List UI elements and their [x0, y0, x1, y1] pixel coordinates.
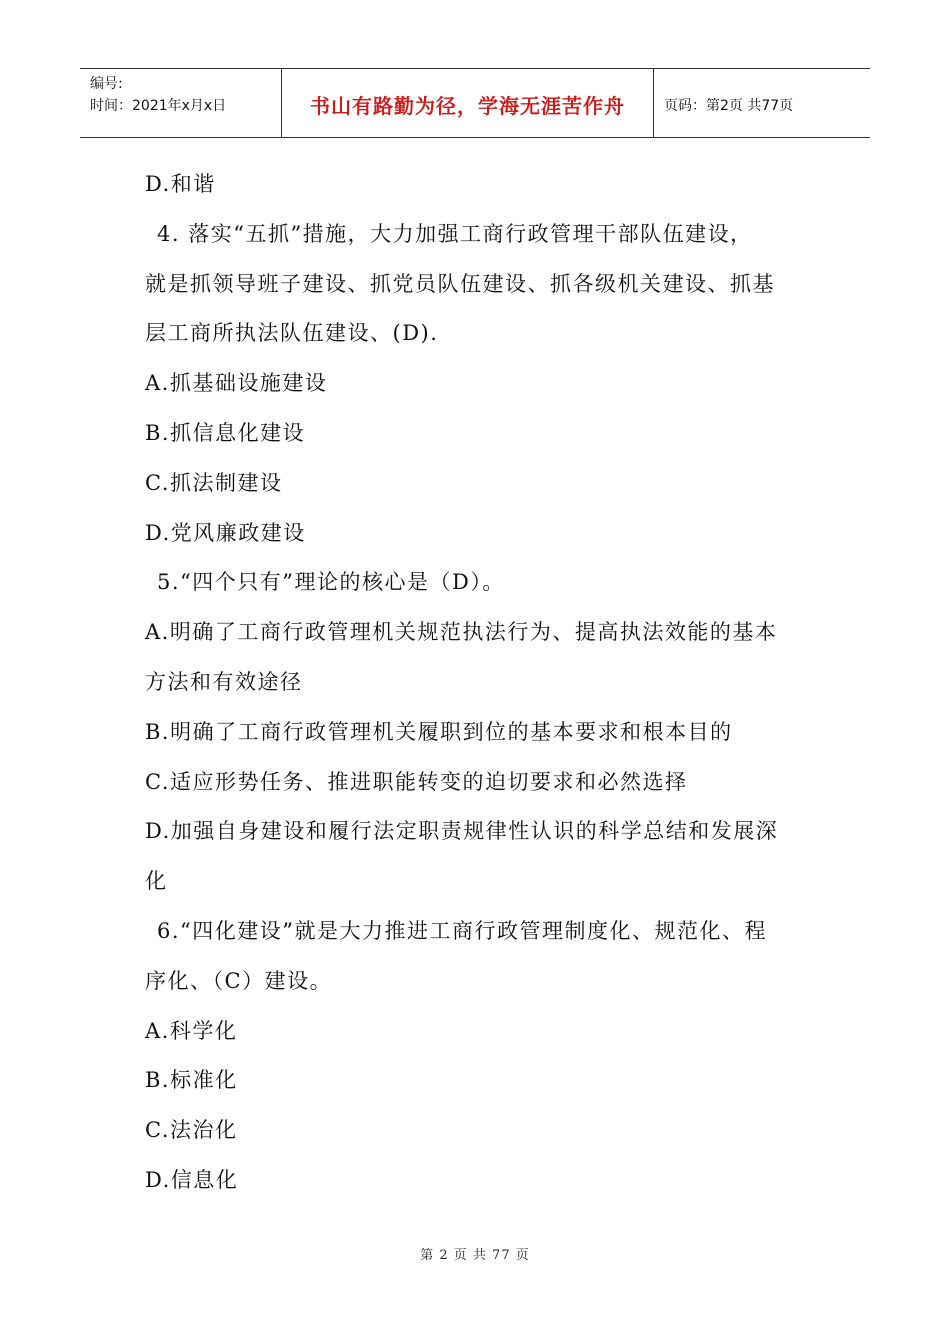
option-line: A.科学化 — [145, 1018, 238, 1043]
header-motto-cell — [282, 69, 654, 137]
option-line: B.抓信息化建设 — [145, 420, 306, 445]
option-line: A.抓基础设施建设 — [145, 371, 328, 396]
option-line: C.适应形势任务、推进职能转变的迫切要求和必然选择 — [145, 769, 688, 794]
option-line: D.信息化 — [145, 1167, 239, 1192]
text-line: 层工商所执法队伍建设、(D). — [145, 321, 439, 346]
text-line: 就是抓领导班子建设、抓党员队伍建设、抓各级机关建设、抓基 — [145, 271, 775, 296]
page-footer: 第 2 页 共 77 页 — [420, 1248, 530, 1263]
date-label: 时间：2021年x月x日 — [90, 98, 227, 114]
option-line: C.法治化 — [145, 1118, 238, 1143]
option-line: C.抓法制建设 — [145, 470, 283, 495]
header-meta-cell — [80, 69, 282, 137]
option-line: B.标准化 — [145, 1068, 238, 1093]
header-page-info: 页码：第2页 共77页 — [664, 98, 794, 114]
option-line: D.党风廉政建设 — [145, 520, 306, 545]
question-line: 5.“四个只有”理论的核心是（D）。 — [157, 570, 505, 595]
header-motto: 书山有路勤为径，学海无涯苦作舟 — [310, 94, 625, 118]
question-line: 6.“四化建设”就是大力推进工商行政管理制度化、规范化、程 — [157, 918, 768, 943]
document-header — [80, 68, 870, 138]
option-line: A.明确了工商行政管理机关规范执法行为、提高执法效能的基本 — [145, 620, 778, 645]
text-line: D.和谐 — [145, 172, 216, 196]
header-page-cell — [654, 69, 870, 137]
document-body — [145, 160, 815, 1206]
text-line: 方法和有效途径 — [145, 669, 303, 694]
option-line: B.明确了工商行政管理机关履职到位的基本要求和根本目的 — [145, 719, 733, 744]
option-line: D.加强自身建设和履行法定职责规律性认识的科学总结和发展深 — [145, 819, 779, 844]
text-line: 序化、（C）建设。 — [145, 968, 333, 993]
text-line: 化 — [145, 869, 168, 894]
serial-number-label: 编号: — [90, 76, 123, 92]
question-line: 4. 落实“五抓”措施，大力加强工商行政管理干部队伍建设， — [157, 221, 753, 246]
